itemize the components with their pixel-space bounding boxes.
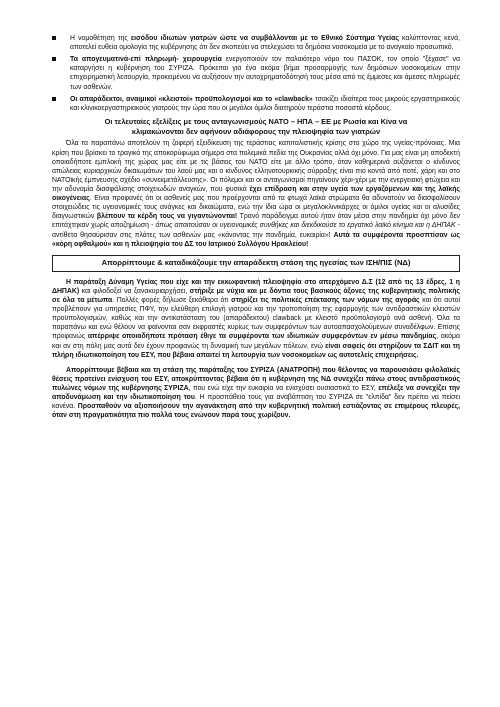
body-text: , ακόμα και αν στη πόλη μας αυτά δεν έχουν προφανώς τη δυναμική των μεγάλων πόλεων, ενώ bbox=[52, 333, 460, 350]
section-title bbox=[52, 117, 460, 137]
paragraph-war-crisis bbox=[52, 139, 460, 248]
emphasis-text: Τα απογευματινά-επί πληρωμή- χειρουργεία bbox=[70, 56, 222, 64]
body-text: , που ενώ είχε την ευκαιρία να ενισχύσει ουσιαστικά το ΕΣΥ, bbox=[188, 384, 379, 392]
section-title-line-1: Οι τελευταίες εξελίξεις με τους ανταγωνισμούς ΝΑΤΟ – ΗΠΑ – ΕΕ με Ρωσία και Κίνα να bbox=[104, 116, 408, 126]
bullet-item-afternoon-surgeries bbox=[52, 55, 460, 91]
emphasis-text: Οι απαράδεκτοι, αναιμικοί «κλειστοί» προϋπολογισμοί και το «clawback» bbox=[70, 95, 313, 103]
emphasis-text: απέρριψε οποιαδήποτε πρόταση έθιγε τα συμφέροντα των ιδιωτικών συμφερόντων εν μέσω πανδημίας bbox=[87, 333, 437, 341]
bullet-item-private-doctors bbox=[52, 34, 460, 52]
body-text: τσακίζει ιδιαίτερα τους μικρούς εργαστηριακούς και κλινικοεργαστηριακούς γιατρούς την ώρα που οι μεγάλοι όμιλοι διατηρούν τεράστια ποσοστά κέρδους. bbox=[70, 95, 460, 112]
paragraph-syriza bbox=[52, 366, 460, 421]
square-bullet-icon bbox=[52, 57, 56, 61]
bullet-text bbox=[70, 96, 460, 112]
paragraph-dynami-ygeias bbox=[52, 278, 460, 360]
emphasis-text: βλέπουν τα κέρδη τους να γιγαντώνονται! bbox=[96, 213, 238, 221]
body-text: . Η προσπάθεια τους για αναβάπτιση του ΣΥΡΙΖΑ σε "ελπίδα" δεν πρέπει να πείσει κανένα. bbox=[52, 394, 460, 411]
body-text: Τρανό παράδειγμα αυτού ήταν όταν μέσα στην πανδημία όχι μόνο δεν επιτάχτηκαν χωρίς αποζημίωση - bbox=[52, 213, 460, 230]
emphasis-text: στηρίζει τις πολιτικές επέκτασης των νόμων της αγοράς bbox=[231, 296, 420, 304]
body-text: - αντίθετα θησαύρισαν στις πλάτες των ασθενών μας «κάνοντας την πανδημία, ευκαιρία»! bbox=[52, 222, 460, 239]
section-title-line-2: κλιμακώνονται δεν αφήνουν αδιάφορους την πλειοψηφία των γιατρών bbox=[131, 126, 381, 136]
emphasis-text: στήριξε με νύχια και με δόντια τους βασικούς άξονες της κυβερνητικής πολιτικής σε όλα τα μέτωπα bbox=[52, 287, 460, 304]
square-bullet-icon bbox=[52, 36, 56, 40]
emphasis-text: Προσπαθούν να αξιοποιήσουν την αγανάκτηση από την κυβερνητική πολιτική εστιάζοντας σε επιμέρους πλευρές, όταν στη πραγματικότητα πιο πολλά τους ενώνουν παρά τους χωρίζουν. bbox=[52, 403, 460, 420]
emphasis-text: Η παράταξη Δύναμη Υγείας που είχε και την εκκωφαντική πλειοψηφία στο απερχόμενο Δ.Σ (12 από τις 13 έδρες, 1 η ΔΗΠΑΚ) bbox=[52, 278, 460, 295]
body-text: . Πολλές φορές δήλωσε ξεκάθαρα ότι bbox=[112, 296, 232, 304]
body-text: και φιλοδοξεί να ξανακυριαρχήσει, bbox=[79, 287, 190, 295]
body-text: . Είναι προφανές ότι οι ασθενείς μας που προέρχονται από τα φτωχά λαϊκά στρώματα θα αδυνατούν να διασφαλίσουν στοιχειώδεις τις υγειονομικές τους ανάγκες και δικαιώματα, ενώ την ίδια ώρα οι μεγαλοκλινικάρχες οι όμιλοι υγείας και οι αλυσίδες διαγνωστικών bbox=[52, 195, 460, 221]
emphasis-text: εισόδου ιδιωτών γιατρών ώστε να συμβάλλονται με το Εθνικό Σύστημα Υγείας bbox=[130, 35, 399, 42]
body-text: καλύπτοντας κενά, αποτελεί ευθεία ομολογία της κυβέρνησης ότι δεν σκοπεύει να στελεχώσει τα δημόσια νοσοκομεία με το αναγκαίο προσωπικό. bbox=[70, 35, 461, 52]
body-text: Η νομοθέτηση της bbox=[70, 35, 131, 42]
bullet-text bbox=[70, 35, 460, 51]
body-text: Όλα τα παραπάνω αποτελούν τη ζοφερή εξειδίκευση της τεράστιας καπιταλιστικής κρίσης στο χώρο της υγείας-πρόνοιας. Μια κρίση που βρίσκει το τραγικό της αποκορύφωμα σήμερα στα πολεμικά πεδία της Ουκρανίας αλλά όχι μόνο. Για μας είναι μη αποδεκτή οποιαδήποτε εμπλοκή της χώρας μας είτε με τις βάσεις του ΝΑΤΟ είτε με άλλο τρόπο, όταν καθημερινά αυξάνεται ο κίνδυνος απώλειας κυριαρχικών δικαιωμάτων του λαού μας και ο κίνδυνος ελληνοτουρκικής σύρραξης είναι πιο κοντά από ποτέ, χάρη και στο ΝΑΤΟϊκής έμπνευσης σχέδιο «συνεκμετάλλευσης». Οι πόλεμοι και οι ανταγωνισμοί πηγαίνουν χέρι-χέρι με την ενεργειακή φτώχεια και την αδυναμία διασφάλισης στοιχειωδών αναγκών, που φυσικά bbox=[52, 140, 460, 193]
emphasis-text: έχει επίδραση και στην υγεία των εργαζόμενων και της λαϊκής οικογένειας bbox=[52, 185, 460, 203]
bullet-item-clawback bbox=[52, 95, 460, 113]
emphasis-text: είναι σαφείς ότι στηρίζουν τα ΣΔΙΤ και τη πλήρη ιδιωτικοποίηση του ΕΣΥ, που βέβαια απαιτεί τη λειτουργία των νοσοκομείων ως αυτοτελείς επιχειρήσεις. bbox=[52, 342, 461, 359]
emphasis-text: Απορρίπτουμε βέβαια και τη στάση της παράταξης του ΣΥΡΙΖΑ (ΑΝΑΤΡΟΠΗ) που θέλοντας να παρουσιάσει φιλολαϊκές θέσεις προτείνει ενίσχυση του ΕΣΥ, αποκρύπτοντας βέβαια ότι η κυβέρνηση της ΝΔ συνεχίζει πάνω στους αντιδραστικούς πυλώνες νόμων της κυβέρνησης ΣΥΡΙΖΑ bbox=[52, 366, 460, 392]
body-text: και ότι αυτοί προβλέπουν για υπηρεσίες ΠΦΥ, την ελεύθερη επιλογή γιατρού και την τροποποίηση της εφαρμογής των αντιδραστικών κλειστών προϋπολογισμών, καθώς και την αντικατάσταση του (απαράδεκτου) clawback με κλειστό προϋπολογισμό ανά ασθενή. Όλα τα παραπάνω και ενώ θέλουν να φαίνονται σαν εκφραστές κυρίως των συμφερόντων των αυτοαπασχολούμενων συναδέλφων. Επίσης προφανώς bbox=[52, 296, 460, 341]
bullet-list bbox=[52, 34, 460, 113]
square-bullet-icon bbox=[52, 97, 56, 101]
bullet-text bbox=[70, 56, 460, 90]
body-text: ενεργοποιούν τον παλαιότερο νόμο του ΠΑΣΟΚ, τον οποίο "ξέχασε" να καταργήσει η κυβέρνηση του ΣΥΡΙΖΑ. Πρόκειται για ένα ακόμα βήμα προσαρμογής των δημόσιων νοσοκομείων στην επιχειρηματική λειτουργία, προκειμένου να αυξήσουν την αυτοχρηματοδότησή τους μέσα από τις έμμεσες και άμεσες πληρωμές των ασθενών. bbox=[70, 56, 460, 91]
body-text: όπως απαιτούσαν οι υγειονομικές συνθήκες και διεκδικούσε το εργατικό λαϊκό κίνημα και η ΔΗΠΑΚ bbox=[155, 222, 456, 230]
emphasis-text: επέλεξε να συνεχίζει την αποδυνάμωση και την ιδιωτικοποίηση του bbox=[52, 384, 460, 402]
emphasis-text: Αυτά τα συμφέροντα προσπτίσαν ως «κόρη οφθαλμού» και η πλειοψηφία του ΔΣ του Ιατρικού Συλλόγου Ηρακλείου! bbox=[52, 231, 460, 248]
boxed-heading: Απορρίπτουμε & καταδικάζουμε την απαράδεκτη στάση της ηγεσίας των ΙΣΗ/ΠΙΣ (ΝΔ) bbox=[52, 255, 460, 272]
